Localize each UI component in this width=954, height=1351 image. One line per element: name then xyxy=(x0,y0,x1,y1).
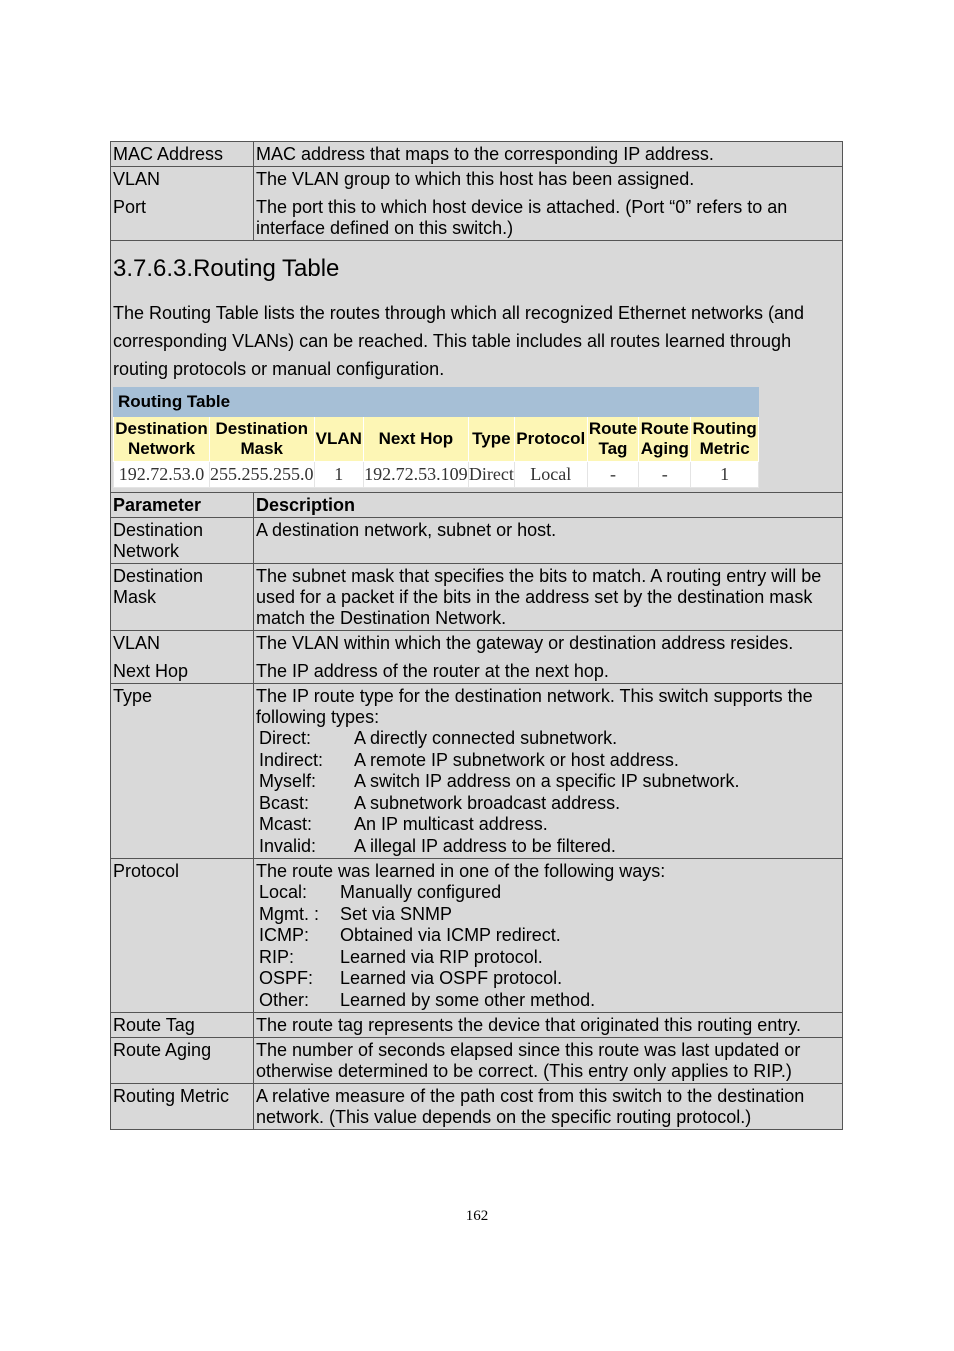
type-key: Indirect: xyxy=(259,749,324,770)
header-parameter: Parameter xyxy=(111,493,254,518)
type-value: An IP multicast address. xyxy=(354,814,548,834)
desc-cell xyxy=(254,631,843,684)
list-item xyxy=(256,882,840,904)
protocol-value: Manually configured xyxy=(340,882,502,902)
section-heading: 3.7.6.3.Routing Table xyxy=(113,255,340,282)
table-row xyxy=(111,631,843,684)
desc-cell: A destination network, subnet or host. xyxy=(254,518,843,564)
cell-destination-network: 192.72.53.0 xyxy=(114,462,210,488)
protocol-value: Learned by some other method. xyxy=(340,989,596,1010)
protocol-list xyxy=(256,882,840,1011)
col-next-hop: Next Hop xyxy=(364,417,469,462)
protocol-key: Mgmt. : xyxy=(259,903,320,924)
routing-table-header-row xyxy=(114,417,759,462)
protocol-key: RIP: xyxy=(259,946,295,967)
list-item xyxy=(256,793,840,815)
desc-cell: MAC address that maps to the corresponding IP address. xyxy=(254,142,843,167)
protocol-value: Learned via OSPF protocol. xyxy=(340,968,563,988)
param-cell: Route Aging xyxy=(111,1038,254,1084)
desc-cell: A relative measure of the path cost from this switch to the destination network. (This value depends on the specific routing protocol.) xyxy=(254,1084,843,1130)
table-row xyxy=(111,518,843,564)
routing-parameter-table xyxy=(110,492,843,1130)
page-content xyxy=(110,141,843,1130)
section-intro: The Routing Table lists the routes through which all recognized Ethernet networks (and corresponding VLANs) can be reached. This table includes all routes learned through routing protocols or manual configuration. xyxy=(113,303,805,379)
table-row xyxy=(111,564,843,631)
desc-cell: The route tag represents the device that originated this routing entry. xyxy=(254,1013,843,1038)
param-cell xyxy=(111,167,254,241)
type-value: A illegal IP address to be filtered. xyxy=(354,835,616,856)
table-row xyxy=(111,1038,843,1084)
col-protocol: Protocol xyxy=(515,417,588,462)
routing-table xyxy=(113,387,759,488)
param-next-hop: Next Hop xyxy=(113,661,189,681)
cell-route-aging: - xyxy=(639,462,691,488)
protocol-key: OSPF: xyxy=(259,968,314,988)
list-item xyxy=(256,904,840,926)
desc-cell: The number of seconds elapsed since this route was last updated or otherwise determined to be correct. (This entry only applies to RIP.) xyxy=(254,1038,843,1084)
cell-route-tag: - xyxy=(587,462,639,488)
cell-next-hop: 192.72.53.109 xyxy=(364,462,469,488)
param-vlan: VLAN xyxy=(113,169,161,189)
type-key: Myself: xyxy=(259,771,317,791)
list-item xyxy=(256,814,840,836)
col-routing-metric: Routing Metric xyxy=(691,417,759,462)
type-key: Invalid: xyxy=(259,835,317,856)
param-vlan: VLAN xyxy=(113,633,161,653)
desc-cell xyxy=(254,684,843,859)
param-cell: Type xyxy=(111,684,254,859)
desc-cell: The subnet mask that specifies the bits to match. A routing entry will be used for a packet if the bits in the address set by the destination mask match the Destination Network. xyxy=(254,564,843,631)
desc-vlan: The VLAN group to which this host has been assigned. xyxy=(256,169,695,189)
type-value: A switch IP address on a specific IP subnetwork. xyxy=(354,771,740,791)
list-item xyxy=(256,968,840,990)
param-cell: Destination Mask xyxy=(111,564,254,631)
type-key: Mcast: xyxy=(259,814,313,834)
protocol-value: Set via SNMP xyxy=(340,903,453,924)
desc-port: The port this to which host device is attached. (Port “0” refers to an interface defined on this switch.) xyxy=(256,197,788,238)
host-parameter-table xyxy=(110,141,843,241)
list-item xyxy=(256,947,840,969)
list-item xyxy=(256,836,840,858)
type-value: A directly connected subnetwork. xyxy=(354,728,618,748)
cell-vlan: 1 xyxy=(314,462,364,488)
table-row xyxy=(111,1013,843,1038)
protocol-key: ICMP: xyxy=(259,925,310,945)
routing-table-screenshot xyxy=(113,383,840,492)
param-cell: Destination Network xyxy=(111,518,254,564)
param-cell: MAC Address xyxy=(111,142,254,167)
type-value: A remote IP subnetwork or host address. xyxy=(354,749,679,770)
protocol-key: Local: xyxy=(259,882,308,902)
desc-next-hop: The IP address of the router at the next hop. xyxy=(256,661,609,681)
desc-cell xyxy=(254,859,843,1013)
type-key: Bcast: xyxy=(259,792,310,813)
param-port: Port xyxy=(113,197,147,217)
cell-destination-mask: 255.255.255.0 xyxy=(210,462,315,488)
table-header-row xyxy=(111,493,843,518)
col-destination-mask: Destination Mask xyxy=(210,417,315,462)
header-description: Description xyxy=(254,493,843,518)
table-row xyxy=(111,142,843,167)
desc-vlan: The VLAN within which the gateway or destination address resides. xyxy=(256,633,794,653)
cell-routing-metric: 1 xyxy=(691,462,759,488)
list-item xyxy=(256,750,840,772)
type-desc: The IP route type for the destination network. This switch supports the following types: xyxy=(256,686,813,727)
routing-table-title: Routing Table xyxy=(114,388,759,417)
type-list xyxy=(256,728,840,857)
col-destination-network: Destination Network xyxy=(114,417,210,462)
type-value: A subnetwork broadcast address. xyxy=(354,792,621,813)
protocol-desc: The route was learned in one of the following ways: xyxy=(256,861,666,881)
cell-protocol: Local xyxy=(515,462,588,488)
param-cell xyxy=(111,631,254,684)
col-route-tag: Route Tag xyxy=(587,417,639,462)
table-row xyxy=(114,462,759,488)
table-row xyxy=(111,1084,843,1130)
list-item xyxy=(256,728,840,750)
col-type: Type xyxy=(468,417,514,462)
type-key: Direct: xyxy=(259,728,312,748)
col-route-aging: Route Aging xyxy=(639,417,691,462)
list-item xyxy=(256,925,840,947)
protocol-key: Other: xyxy=(259,989,310,1010)
list-item xyxy=(256,990,840,1012)
table-row xyxy=(111,167,843,241)
list-item xyxy=(256,771,840,793)
protocol-value: Learned via RIP protocol. xyxy=(340,946,543,967)
protocol-value: Obtained via ICMP redirect. xyxy=(340,925,561,945)
param-cell: Route Tag xyxy=(111,1013,254,1038)
page-number: 162 xyxy=(465,1208,489,1224)
param-cell: Protocol xyxy=(111,859,254,1013)
table-row xyxy=(111,859,843,1013)
cell-type: Direct xyxy=(468,462,514,488)
col-vlan: VLAN xyxy=(314,417,364,462)
param-cell: Routing Metric xyxy=(111,1084,254,1130)
table-row xyxy=(111,684,843,859)
desc-cell xyxy=(254,167,843,241)
routing-table-section xyxy=(110,241,843,492)
